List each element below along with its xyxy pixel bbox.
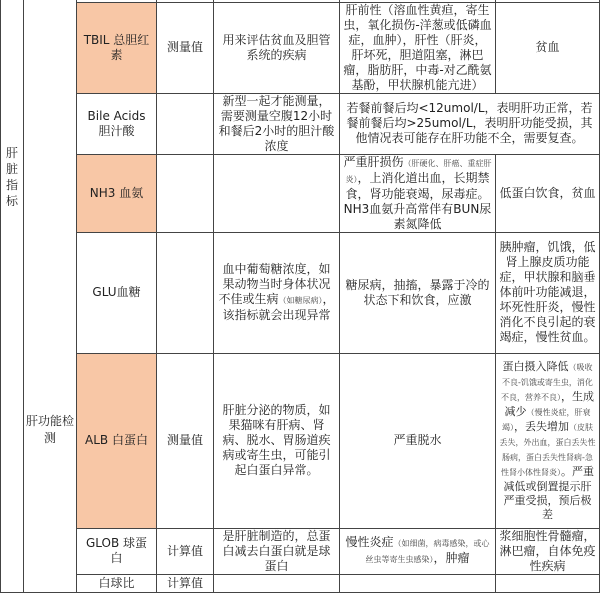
high-text: 慢性炎症 xyxy=(345,535,394,549)
significance-cell xyxy=(214,528,340,574)
table-row xyxy=(1,2,600,93)
table-row xyxy=(1,93,600,154)
indicator-label: Bile Acids 胆汁酸 xyxy=(87,108,146,138)
low-cell xyxy=(496,574,600,592)
significance-cell xyxy=(214,232,340,353)
type-label: 计算值 xyxy=(166,543,203,558)
significance-text: 新型一起才能测量，需要测量空腹12小时和餐后2小时的胆汁酸浓度 xyxy=(218,93,335,153)
significance-text: 用来评估贫血及胆管系统的疾病 xyxy=(222,32,331,62)
high-text: 肝前性（溶血性黄疸，寄生虫，氧化损伤-洋葱或低磷血症，血肿），肝性（肝炎，肝坏死，胆道阻塞，淋巴瘤，脂肪肝，中毒-对乙酰氨基酚，甲状腺机能亢进） xyxy=(343,2,492,92)
significance-cell xyxy=(214,154,340,232)
type-cell xyxy=(157,2,214,93)
significance-text: 血中葡萄糖浓度，如果动物当时身体状况不佳或生病 xyxy=(218,262,331,306)
indicator-label: GLU血糖 xyxy=(92,285,141,299)
type-cell xyxy=(157,353,214,528)
low-text: ，生成减少 xyxy=(504,389,594,418)
low-cell xyxy=(496,154,600,232)
indicator-cell xyxy=(77,93,157,154)
low-note: （皮肤丢失，外出血，蛋白丢失性肠病，蛋白丢失性肾病-急性肾小体性肾炎） xyxy=(499,422,596,477)
low-text: ，丢失增加 xyxy=(514,419,569,433)
type-cell xyxy=(157,574,214,592)
high-text: 若餐前餐后均<12umol/L，表明肝功正常，若餐前餐后均>25umol/L，表明肝功能受损，其他情况表可能存在肝功能不全，需要复查。 xyxy=(346,101,593,145)
low-note: （吸收不良-饥饿或寄生虫，消化不良，营养不良） xyxy=(501,362,593,402)
indicator-label: NH3 血氨 xyxy=(89,185,144,200)
high-text-rest: ，上消化道出血，长期禁食，肾功能衰竭，尿毒症。NH3血氨升高常伴有BUN尿素氮降低 xyxy=(343,170,492,231)
indicator-label: GLOB 球蛋白 xyxy=(85,536,148,565)
type-label: 测量值 xyxy=(166,433,203,447)
category-label: 肝脏指标 xyxy=(5,146,18,208)
category-blank-cell xyxy=(1,353,24,592)
table-row xyxy=(1,232,600,353)
high-text: 严重脱水 xyxy=(393,433,442,447)
high-cell xyxy=(340,574,496,592)
table-row xyxy=(1,574,600,592)
high-cell xyxy=(340,2,496,93)
table-row xyxy=(1,154,600,232)
high-note: （肝硬化、肝癌、重症肝炎） xyxy=(345,158,492,184)
table-row xyxy=(1,528,600,574)
low-text: 浆细胞性骨髓瘤，淋巴瘤，自体免疫性疾病 xyxy=(499,528,596,573)
type-cell xyxy=(157,154,214,232)
indicator-label: 白球比 xyxy=(98,575,135,590)
high-text: 糖尿病，抽搐，暴露于冷的状态下和饮食，应激 xyxy=(345,277,490,307)
indicator-cell xyxy=(77,154,157,232)
significance-cell xyxy=(214,2,340,93)
significance-text: 是肝脏制造的，总蛋白减去白蛋白就是球蛋白 xyxy=(222,528,331,573)
significance-cell xyxy=(214,353,340,528)
significance-text-rest: ，该指标就会出现异常 xyxy=(222,292,335,322)
low-text: 。严重减低或倒置提示肝严重受损，预后极差 xyxy=(503,464,594,521)
indicator-cell xyxy=(77,232,157,353)
high-cell xyxy=(340,353,496,528)
type-cell xyxy=(157,93,214,154)
low-cell xyxy=(496,232,600,353)
significance-cell xyxy=(214,93,340,154)
low-cell xyxy=(496,2,600,93)
indicator-cell xyxy=(77,574,157,592)
indicator-cell xyxy=(77,353,157,528)
subcategory-label: 肝功能检测 xyxy=(26,414,75,445)
category-cell xyxy=(1,2,24,353)
indicator-label: TBIL 总胆红素 xyxy=(83,32,150,62)
indicator-cell xyxy=(77,528,157,574)
significance-text: 肝脏分泌的物质，如果猫咪有肝病、肾病、脱水、胃肠道疾病或寄生虫，可能引起白蛋白异常。 xyxy=(222,403,331,477)
low-text: 胰肿瘤，饥饿，低肾上腺皮质功能症，甲状腺和脑垂体前叶功能减退，坏死性肝炎，慢性消化不良引起的衰竭症，慢性贫血。 xyxy=(499,240,596,344)
high-text: 严重肝损伤 xyxy=(343,154,404,169)
low-cell xyxy=(496,353,600,528)
high-cell xyxy=(340,232,496,353)
significance-note: （如糖尿病） xyxy=(278,296,323,305)
high-cell xyxy=(340,528,496,574)
low-note: （慢性炎症，肝衰竭） xyxy=(502,407,591,432)
indicator-label: ALB 白蛋白 xyxy=(85,433,148,447)
subcategory-cell xyxy=(24,353,77,592)
type-cell xyxy=(157,232,214,353)
type-label: 测量值 xyxy=(166,40,203,54)
type-cell xyxy=(157,528,214,574)
table-row xyxy=(1,353,600,528)
low-text: 贫血 xyxy=(535,40,560,54)
indicator-cell xyxy=(77,2,157,93)
high-cell xyxy=(340,154,496,232)
subcategory-blank-cell xyxy=(24,2,77,353)
significance-cell xyxy=(214,574,340,592)
high-note: （如细菌，病毒感染，或心丝虫等寄生虫感染） xyxy=(365,539,490,564)
type-label: 计算值 xyxy=(166,575,203,590)
high-text-rest: ，肿瘤 xyxy=(433,551,470,565)
high-cell xyxy=(340,93,600,154)
low-text: 蛋白摄入降低 xyxy=(502,359,569,373)
low-text: 低蛋白饮食，贫血 xyxy=(499,185,596,200)
low-cell xyxy=(496,528,600,574)
